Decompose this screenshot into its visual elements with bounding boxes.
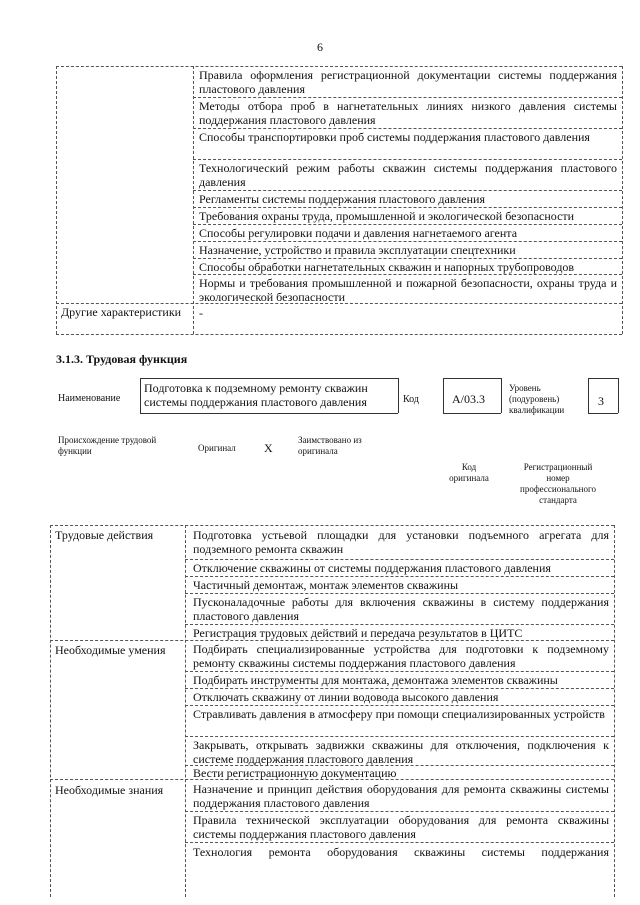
code-label: Код [403,394,419,405]
knowledge-item: Способы обработки нагнетательных скважин и напорных трубопроводов [199,260,575,274]
labor-action-item: Подготовка устьевой площадки для установки подъемного агрегата для подземного ремонта скважин [193,528,609,556]
knowledge-req-item: Правила технической эксплуатации оборудования для ремонта скважины системы поддержания пластового давления [193,813,609,841]
code-value: А/03.3 [452,392,485,406]
function-name: Подготовка к подземному ремонту скважин системы поддержания пластового давления [144,381,368,409]
original-code-label: Код оригинала [449,462,489,483]
knowledge-req-item: Технология ремонта оборудования скважины системы поддержания [193,845,609,859]
section-heading: 3.1.3. Трудовая функция [56,352,188,366]
skill-item: Закрывать, открывать задвижки скважины для отключения, подключения к системе поддержания пластового давления [193,738,609,766]
knowledge-item: Технологический режим работы скважин системы поддержания пластового давления [199,161,617,189]
knowledge-item: Способы транспортировки проб системы поддержания пластового давления [199,130,590,144]
original-label: Оригинал [198,443,236,453]
labor-actions-label: Трудовые действия [55,528,154,542]
labor-action-item: Пусконаладочные работы для включения скважины в систему поддержания пластового давления [193,595,609,623]
level-value: 3 [598,394,604,408]
knowledge-req-item: Назначение и принцип действия оборудования для ремонта скважины системы поддержания пластового давления [193,782,609,810]
skill-item: Подбирать инструменты для монтажа, демонтажа элементов скважины [193,673,558,687]
labor-action-item: Регистрация трудовых действий и передача результатов в ЦИТС [193,626,523,640]
origin-label: Происхождение трудовой функции [58,435,157,456]
skill-item: Подбирать специализированные устройства для подготовки к подземному ремонту скважины системы поддержания пластового давления [193,642,609,670]
other-characteristics-value: - [199,306,203,320]
borrowed-label: Заимствовано из оригинала [298,435,362,456]
other-characteristics-label: Другие характеристики [61,305,182,319]
knowledge-item: Правила оформления регистрационной документации системы поддержания пластового давления [199,68,617,96]
knowledge-item: Способы регулировки подачи и давления нагнетаемого агента [199,226,518,240]
knowledge-item: Нормы и требования промышленной и пожарной безопасности, охраны труда и экологической безопасности [199,276,617,304]
knowledge-item: Назначение, устройство и правила эксплуатации спецтехники [199,243,516,257]
page-number: 6 [317,40,323,54]
knowledge-item: Методы отбора проб в нагнетательных линиях низкого давления системы поддержания пластового давления [199,99,617,127]
original-mark: X [264,441,273,455]
required-knowledge-label: Необходимые знания [55,783,164,797]
knowledge-item: Регламенты системы поддержания пластового давления [199,192,485,206]
name-label: Наименование [58,393,121,404]
required-skills-label: Необходимые умения [55,643,166,657]
skill-item: Вести регистрационную документацию [193,766,397,780]
labor-action-item: Частичный демонтаж, монтаж элементов скважины [193,578,459,592]
skill-item: Отключать скважину от линии водовода высокого давления [193,690,499,704]
labor-action-item: Отключение скважины от системы поддержания пластового давления [193,561,551,575]
registration-number-label: Регистрационный номер профессионального стандарта [520,462,596,505]
skill-item: Стравливать давления в атмосферу при помощи специализированных устройств [193,707,605,721]
level-label: Уровень (подуровень) квалификации [509,383,565,415]
knowledge-item: Требования охраны труда, промышленной и экологической безопасности [199,209,575,223]
